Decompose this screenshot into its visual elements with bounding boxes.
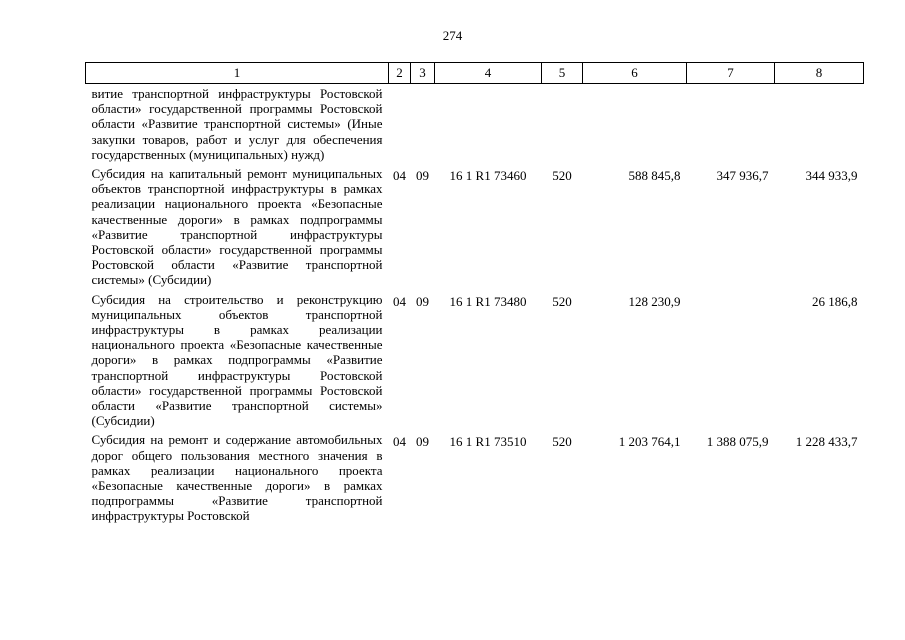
cell-expense-type: 520 <box>552 293 572 309</box>
column-header: 3 <box>411 63 435 84</box>
cell-amount-3: 344 933,9 <box>805 168 858 184</box>
cell-target-code: 16 1 R1 73460 <box>449 168 527 184</box>
row-description: витие транспортной инфраструктуры Ростовской области» государственной программы Ростовской области «Развитие транспортной системы» (Иные закупки товаров, работ и услуг для обеспечения государственных (муниципальных) нужд) <box>91 86 383 162</box>
cell-amount-3: 26 186,8 <box>812 293 858 309</box>
page-number: 274 <box>442 28 463 43</box>
cell-subsection: 09 <box>416 293 429 309</box>
column-header: 6 <box>583 63 687 84</box>
cell-amount-1: 128 230,9 <box>628 293 681 309</box>
cell-amount-2 <box>687 84 775 165</box>
cell-section: 04 <box>393 434 406 450</box>
table-row <box>86 290 864 431</box>
cell-amount-3: 1 228 433,7 <box>795 434 858 450</box>
column-header: 1 <box>86 63 389 84</box>
table-row <box>86 164 864 290</box>
column-header: 7 <box>687 63 775 84</box>
row-description: Субсидия на ремонт и содержание автомобильных дорог общего пользования местного значения в рамках реализации национального проекта «Безопасные качественные дороги» в рамках подпрограммы «Развитие транспортной инфраструктуры Ростовской <box>91 432 383 524</box>
column-header: 2 <box>389 63 411 84</box>
cell-expense-type: 520 <box>552 168 572 184</box>
cell-subsection <box>411 84 435 165</box>
cell-section: 04 <box>393 293 406 309</box>
cell-target-code: 16 1 R1 73510 <box>449 434 527 450</box>
cell-section <box>389 84 411 165</box>
cell-target-code: 16 1 R1 73480 <box>449 293 527 309</box>
cell-subsection: 09 <box>416 168 429 184</box>
cell-amount-1: 588 845,8 <box>628 168 681 184</box>
cell-target-code <box>435 84 542 165</box>
cell-amount-1: 1 203 764,1 <box>618 434 681 450</box>
cell-expense-type <box>542 84 583 165</box>
row-description: Субсидия на капитальный ремонт муниципальных объектов транспортной инфраструктуры в рамках реализации национального проекта «Безопасные качественные дороги» в рамках подпрограммы «Развитие транспортной инфраструктуры Ростовской области» государственной программы Ростовской области «Развитие транспортной системы» (Субсидии) <box>91 166 383 288</box>
cell-expense-type: 520 <box>552 434 572 450</box>
cell-amount-2 <box>687 290 775 431</box>
cell-section: 04 <box>393 168 406 184</box>
cell-amount-2: 347 936,7 <box>716 168 769 184</box>
cell-amount-2: 1 388 075,9 <box>706 434 769 450</box>
column-header: 8 <box>775 63 864 84</box>
row-description: Субсидия на строительство и реконструкцию муниципальных объектов транспортной инфраструктуры в рамках реализации национального проекта «Безопасные качественные дороги» в рамках подпрограммы «Развитие транспортной инфраструктуры Ростовской области» государственной программы Ростовской области «Развитие транспортной системы» (Субсидии) <box>91 291 383 429</box>
cell-amount-3 <box>775 84 864 165</box>
table-row <box>86 84 864 165</box>
table-header-row <box>86 63 864 84</box>
cell-amount-1 <box>583 84 687 165</box>
budget-table <box>85 62 864 526</box>
column-header: 4 <box>435 63 542 84</box>
cell-subsection: 09 <box>416 434 429 450</box>
table-row <box>86 430 864 525</box>
column-header: 5 <box>542 63 583 84</box>
